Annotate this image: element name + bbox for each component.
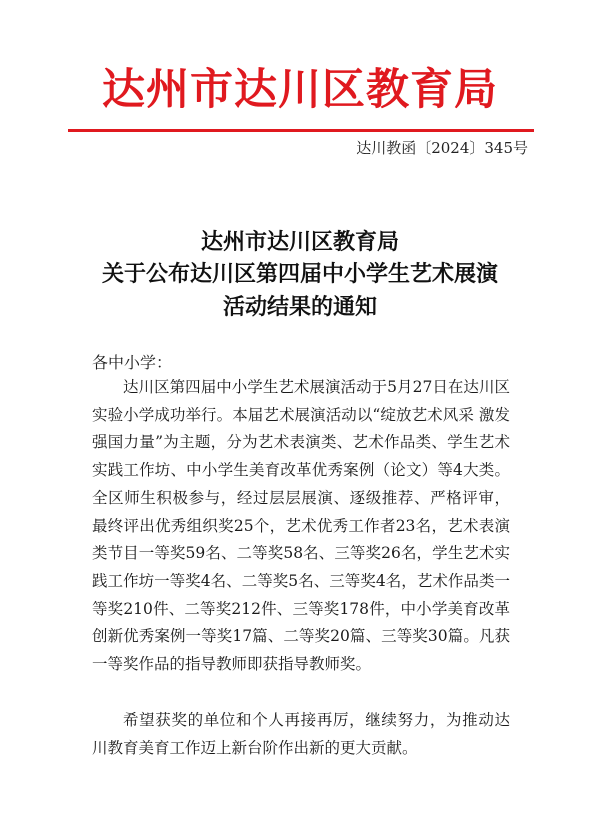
body-paragraph-1: 达川区第四届中小学生艺术展演活动于5月27日在达川区实验小学成功举行。本届艺术展演活动以“绽放艺术风采 激发强国力量”为主题，分为艺术表演类、艺术作品类、学生艺术实践工作坊、中小学生美育改革优秀案例（论文）等4大类。全区师生积极参与，经过层层展演、逐级推荐、严格评审，最终评出优秀组织奖25个，艺术优秀工作者23名，艺术表演类节目一等奖59名、二等奖58名、三等奖26名，学生艺术实践工作坊一等奖4名、二等奖5名、三等奖4名，艺术作品类一等奖210件、二等奖212件、三等奖178件，中小学美育改革创新优秀案例一等奖17篇、二等奖20篇、三等奖30篇。凡获一等奖作品的指导教师即获指导教师奖。	[92, 378, 510, 674]
document-title-line-3: 活动结果的通知	[222, 295, 377, 320]
salutation: 各中小学：	[92, 353, 173, 372]
body-paragraph-2: 希望获奖的单位和个人再接再厉，继续努力，为推动达川教育美育工作迈上新台阶作出新的更大贡献。	[92, 711, 510, 757]
document-number: 达川教函〔2024〕345号	[356, 139, 528, 157]
document-title-line-1: 达州市达川区教育局	[200, 230, 399, 255]
red-divider-line	[68, 129, 534, 132]
issuing-authority-header: 达州市达川区教育局	[102, 65, 498, 115]
document-title-line-2: 关于公布达川区第四届中小学生艺术展演	[101, 262, 498, 287]
